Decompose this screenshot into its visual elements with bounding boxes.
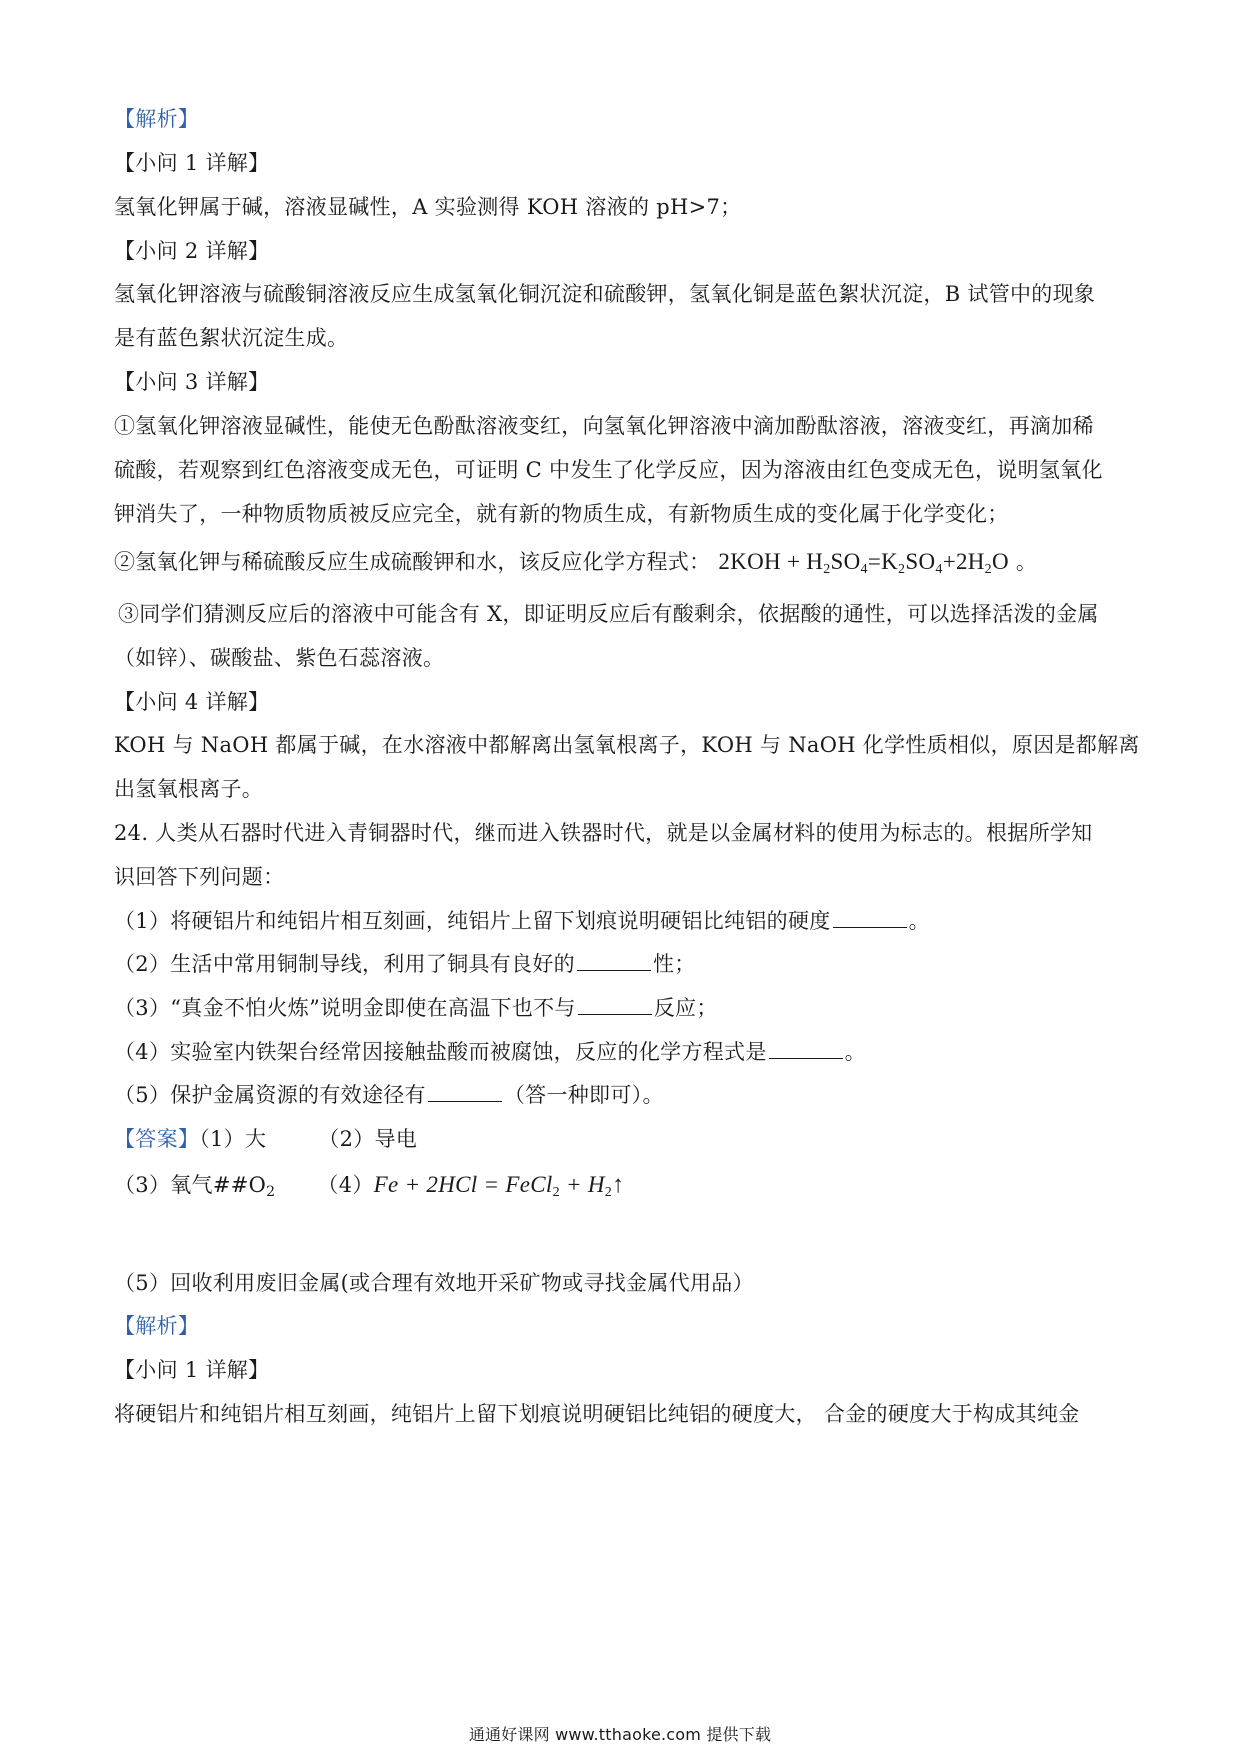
paragraph-line: 钾消失了，一种物质物质被反应完全，就有新的物质生成，有新物质生成的变化属于化学变化； (114, 502, 1009, 526)
answer-label: 【答案】 (114, 1127, 200, 1151)
answer-blank (578, 994, 652, 1015)
answer-blank (428, 1081, 502, 1102)
paragraph-line: 硫酸，若观察到红色溶液变成无色，可证明 C 中发生了化学反应，因为溶液由红色变成无色，说明氢氧化 (114, 458, 1103, 482)
answer-line-1: 【答案】（1）大 （2）导电 (114, 1127, 418, 1151)
question-item-2: （2）生活中常用铜制导线，利用了铜具有良好的 性； (114, 952, 696, 976)
chemical-equation: Fe + 2HCl = FeCl$_2$ + $H_2↑$ (373, 1172, 625, 1200)
section-heading-analysis: 【解析】 (114, 1314, 200, 1338)
answer-line-3: （5）回收利用废旧金属(或合理有效地开采矿物或寻找金属代用品） (114, 1271, 754, 1295)
gas-arrow-icon: ↑ (612, 1172, 625, 1198)
question-24-stem: 识回答下列问题： (114, 865, 285, 889)
paragraph-line: （如锌）、碳酸盐、紫色石蕊溶液。 (114, 646, 445, 670)
question-item-4: （4）实验室内铁架台经常因接触盐酸而被腐蚀，反应的化学方程式是 。 (114, 1040, 866, 1064)
answer-line-2: （3）氧气##O2 （4）Fe + 2HCl = FeCl$_2$ + $H_2↑$ (114, 1172, 625, 1200)
paragraph-line: 出氢氧根离子。 (114, 777, 264, 801)
paragraph-line: ③同学们猜测反应后的溶液中可能含有 X，即证明反应后有酸剩余，依据酸的通性，可以选择活泼的金属 (118, 602, 1099, 626)
page-footer: 通通好课网 www.tthaoke.com 提供下载 (468, 1725, 772, 1744)
subquestion-heading-1: 【小问 1 详解】 (114, 1358, 270, 1382)
question-item-3: （3）“真金不怕火炼”说明金即使在高温下也不与 反应； (114, 996, 718, 1020)
question-item-5: （5）保护金属资源的有效途径有 （答一种即可）。 (114, 1083, 664, 1107)
question-item-1: （1）将硬铝片和纯铝片相互刻画，纯铝片上留下划痕说明硬铝比纯铝的硬度 。 (114, 909, 930, 933)
paragraph-line: 将硬铝片和纯铝片相互刻画，纯铝片上留下划痕说明硬铝比纯铝的硬度大， 合金的硬度大于构成其纯金 (114, 1402, 1080, 1426)
chemical-equation: $2KOH + H_2SO_4=K_2SO_4+2H_2O$ (718, 549, 1009, 577)
answer-blank (769, 1038, 843, 1059)
equation-intro-text: ②氢氧化钾与稀硫酸反应生成硫酸钾和水，该反应化学方程式： (114, 550, 711, 574)
subquestion-heading-4: 【小问 4 详解】 (114, 690, 270, 714)
subquestion-heading-2: 【小问 2 详解】 (114, 239, 270, 263)
question-24-stem: 24. 人类从石器时代进入青铜器时代，继而进入铁器时代，就是以金属材料的使用为标志的。根据所学知 (114, 821, 1093, 845)
equation-line: ②氢氧化钾与稀硫酸反应生成硫酸钾和水，该反应化学方程式： $2KOH + H_2SO_4=K_2SO_4+2H_2O$ 。 (114, 549, 1038, 577)
paragraph-line: 氢氧化钾属于碱，溶液显碱性，A 实验测得 KOH 溶液的 pH>7； (114, 195, 742, 219)
paragraph-line: 是有蓝色絮状沉淀生成。 (114, 326, 349, 350)
answer-blank (833, 907, 907, 928)
paragraph-line: 氢氧化钾溶液与硫酸铜溶液反应生成氢氧化铜沉淀和硫酸钾，氢氧化铜是蓝色絮状沉淀，B 试管中的现象 (114, 282, 1096, 306)
paragraph-line: KOH 与 NaOH 都属于碱，在水溶液中都解离出氢氧根离子，KOH 与 NaOH 化学性质相似，原因是都解离 (114, 733, 1140, 757)
section-heading-analysis: 【解析】 (114, 107, 200, 131)
answer-blank (577, 950, 651, 971)
paragraph-line: ①氢氧化钾溶液显碱性，能使无色酚酞溶液变红，向氢氧化钾溶液中滴加酚酞溶液，溶液变红，再滴加稀 (114, 414, 1094, 438)
subquestion-heading-3: 【小问 3 详解】 (114, 370, 270, 394)
subquestion-heading-1: 【小问 1 详解】 (114, 151, 270, 175)
